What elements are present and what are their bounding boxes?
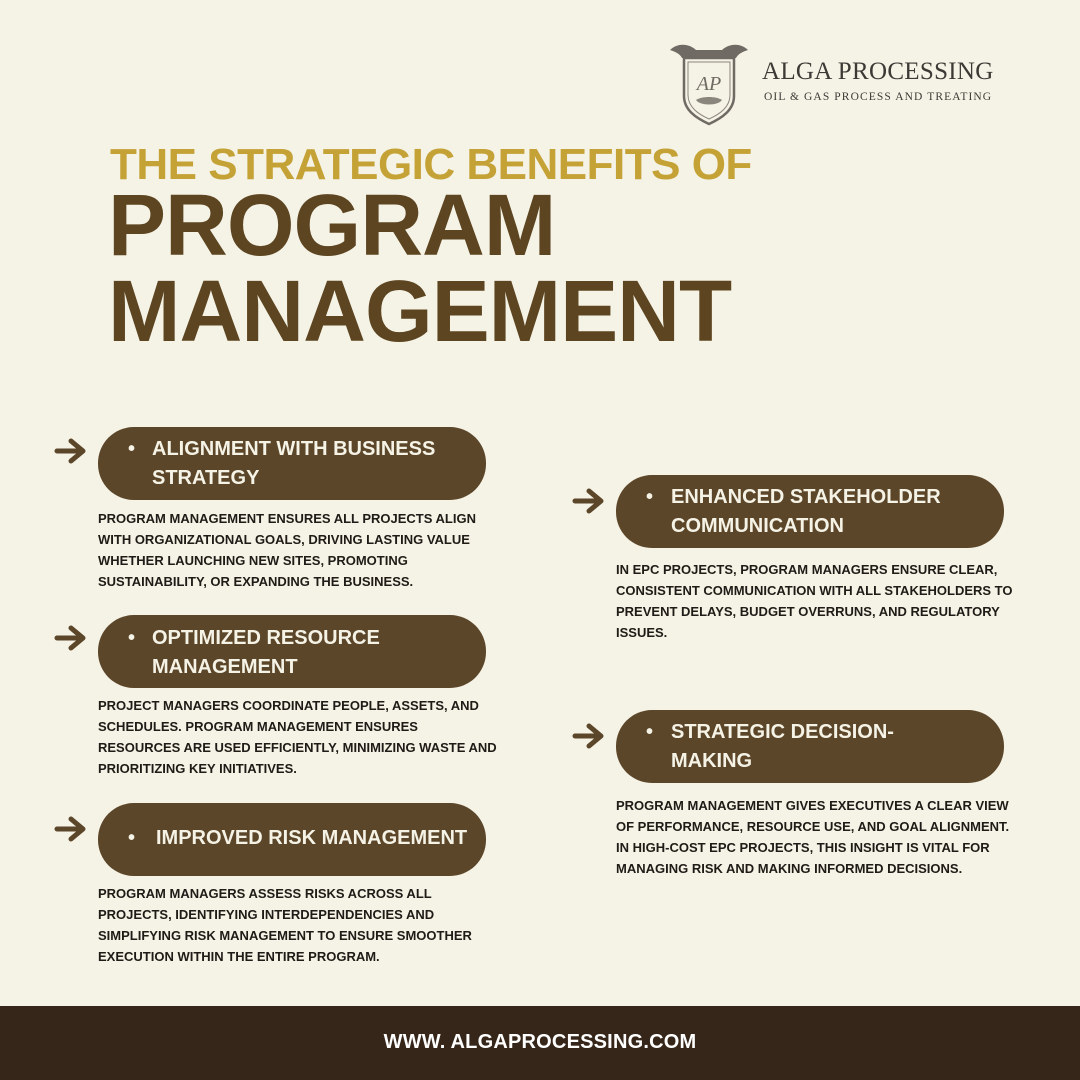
bullet: •	[128, 827, 136, 849]
website-link[interactable]: WWW. ALGAPROCESSING.COM	[383, 1031, 697, 1053]
arrow-right-icon	[572, 487, 606, 515]
benefit-pill	[98, 427, 486, 500]
title-line-2: MANAGEMENT	[108, 263, 732, 360]
benefit-title: IMPROVED RISK MANAGEMENT	[156, 827, 468, 849]
benefit-description: IN EPC PROJECTS, PROGRAM MANAGERS ENSURE CLEAR, CONSISTENT COMMUNICATION WITH ALL STAKEHOLDERS TO PREVENT DELAYS, BUDGET OVERRUNS, AND REGULATORY ISSUES.	[616, 562, 1013, 640]
title-eyebrow: THE STRATEGIC BENEFITS OF	[110, 140, 752, 189]
bullet: •	[128, 438, 136, 460]
benefit-title: ENHANCED STAKEHOLDER COMMUNICATION	[671, 486, 941, 537]
arrow-right-icon	[54, 624, 88, 652]
benefit-description: PROGRAM MANAGEMENT ENSURES ALL PROJECTS ALIGN WITH ORGANIZATIONAL GOALS, DRIVING LASTING VALUE WHETHER LAUNCHING NEW SITES, PROMOTING SUSTAINABILITY, OR EXPANDING THE BUSINESS.	[98, 511, 476, 589]
arrow-right-icon	[54, 437, 88, 465]
bullet: •	[646, 721, 654, 743]
logo-monogram: AP	[696, 73, 722, 95]
benefit-title: STRATEGIC DECISION- MAKING	[671, 721, 894, 772]
benefit-description: PROGRAM MANAGERS ASSESS RISKS ACROSS ALL PROJECTS, IDENTIFYING INTERDEPENDENCIES AND SIMPLIFYING RISK MANAGEMENT TO ENSURE SMOOTHER EXECUTION WITHIN THE ENTIRE PROGRAM.	[98, 886, 472, 964]
benefit-pill	[98, 615, 486, 688]
benefit-pill	[616, 710, 1004, 783]
benefit-title: OPTIMIZED RESOURCE MANAGEMENT	[152, 627, 380, 678]
bullet: •	[128, 627, 136, 649]
brand-name: ALGA PROCESSING	[762, 58, 994, 85]
arrow-right-icon	[54, 815, 88, 843]
footer-bar	[0, 1006, 1080, 1080]
benefit-title: ALIGNMENT WITH BUSINESS STRATEGY	[152, 438, 436, 489]
bullet: •	[646, 486, 654, 508]
brand-logo	[668, 40, 1008, 126]
brand-tagline: OIL & GAS PROCESS AND TREATING	[764, 91, 993, 103]
benefit-description: PROJECT MANAGERS COORDINATE PEOPLE, ASSETS, AND SCHEDULES. PROGRAM MANAGEMENT ENSURES RESOURCES ARE USED EFFICIENTLY, MINIMIZING WASTE AND PRIORITIZING KEY INITIATIVES.	[98, 698, 497, 776]
benefit-pill	[616, 475, 1004, 548]
page-title	[108, 177, 732, 360]
arrow-right-icon	[572, 722, 606, 750]
benefit-description: PROGRAM MANAGEMENT GIVES EXECUTIVES A CLEAR VIEW OF PERFORMANCE, RESOURCE USE, AND GOAL ALIGNMENT. IN HIGH-COST EPC PROJECTS, THIS INSIGHT IS VITAL FOR MANAGING RISK AND MAKING INFORMED DECISIONS.	[616, 798, 1010, 876]
title-line-1: PROGRAM	[108, 177, 556, 274]
crest-icon	[668, 40, 750, 126]
benefit-pill	[98, 803, 486, 876]
